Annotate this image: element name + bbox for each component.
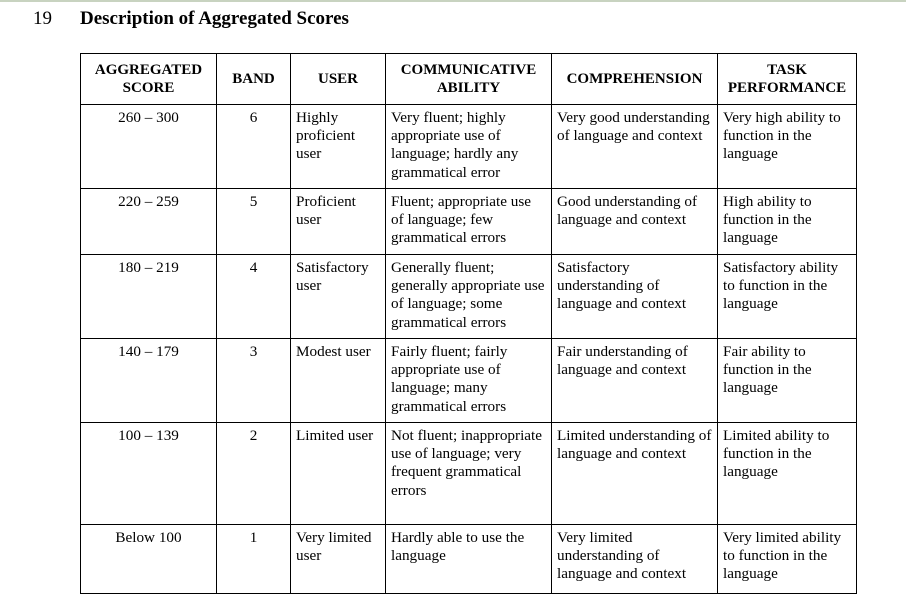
score-cell: 100 – 139 (81, 423, 217, 525)
table-row (81, 525, 857, 594)
header-row (81, 54, 857, 105)
communicative-ability-cell: Fairly fluent; fairly appropriate use of language; many grammatical errors (386, 339, 552, 423)
comprehension-cell: Very limited understanding of language and context (552, 525, 718, 594)
communicative-ability-cell: Not fluent; inappropriate use of language; very frequent grammatical errors (386, 423, 552, 525)
band-cell: 6 (217, 105, 291, 189)
score-cell: 260 – 300 (81, 105, 217, 189)
comprehension-cell: Very good understanding of language and context (552, 105, 718, 189)
task-performance-cell: Fair ability to function in the language (718, 339, 857, 423)
user-cell: Satisfactory user (291, 255, 386, 339)
communicative-ability-cell: Hardly able to use the language (386, 525, 552, 594)
communicative-ability-cell: Fluent; appropriate use of language; few grammatical errors (386, 189, 552, 255)
user-cell: Very limited user (291, 525, 386, 594)
band-cell: 3 (217, 339, 291, 423)
score-cell: Below 100 (81, 525, 217, 594)
header-communicative-ability: COMMUNICATIVE ABILITY (386, 54, 552, 105)
header-user: USER (291, 54, 386, 105)
band-cell: 2 (217, 423, 291, 525)
comprehension-cell: Fair understanding of language and context (552, 339, 718, 423)
header-task-performance: TASK PERFORMANCE (718, 54, 857, 105)
user-cell: Proficient user (291, 189, 386, 255)
communicative-ability-cell: Very fluent; highly appropriate use of language; hardly any grammatical error (386, 105, 552, 189)
table-row (81, 189, 857, 255)
header-comprehension: COMPREHENSION (552, 54, 718, 105)
score-cell: 220 – 259 (81, 189, 217, 255)
table-row (81, 423, 857, 525)
task-performance-cell: Satisfactory ability to function in the language (718, 255, 857, 339)
task-performance-cell: Very limited ability to function in the language (718, 525, 857, 594)
communicative-ability-cell: Generally fluent; generally appropriate use of language; some grammatical errors (386, 255, 552, 339)
task-performance-cell: Very high ability to function in the language (718, 105, 857, 189)
section-number: 19 (33, 8, 52, 29)
user-cell: Limited user (291, 423, 386, 525)
task-performance-cell: Limited ability to function in the language (718, 423, 857, 525)
band-cell: 5 (217, 189, 291, 255)
header-aggregated-score: AGGREGATED SCORE (81, 54, 217, 105)
section-title: Description of Aggregated Scores (80, 8, 349, 29)
band-cell: 4 (217, 255, 291, 339)
comprehension-cell: Satisfactory understanding of language and context (552, 255, 718, 339)
user-cell: Modest user (291, 339, 386, 423)
table-row (81, 105, 857, 189)
score-cell: 140 – 179 (81, 339, 217, 423)
table-row (81, 255, 857, 339)
band-cell: 1 (217, 525, 291, 594)
user-cell: Highly proficient user (291, 105, 386, 189)
task-performance-cell: High ability to function in the language (718, 189, 857, 255)
score-cell: 180 – 219 (81, 255, 217, 339)
comprehension-cell: Limited understanding of language and context (552, 423, 718, 525)
comprehension-cell: Good understanding of language and context (552, 189, 718, 255)
header-band: BAND (217, 54, 291, 105)
top-rule (0, 0, 906, 2)
table-row (81, 339, 857, 423)
aggregated-scores-table (80, 53, 857, 594)
